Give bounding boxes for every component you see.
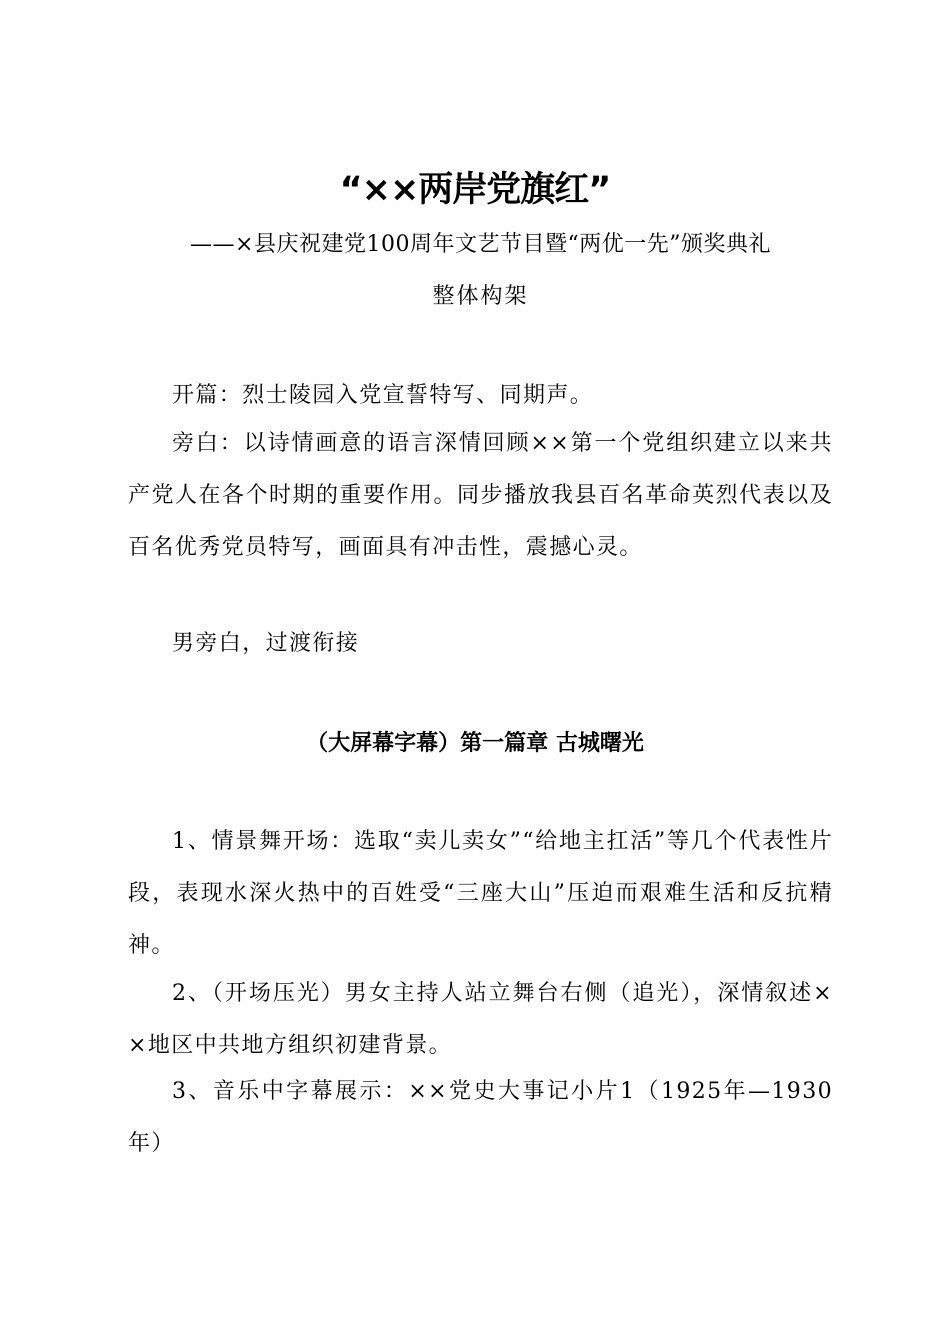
document-subtitle: ——×县庆祝建党100周年文艺节目暨“两优一先”颁奖典礼 — [190, 232, 771, 257]
section-heading: （大屏幕字幕）第一篇章 古城曙光 — [306, 731, 644, 756]
list-item: 3、音乐中字幕展示：××党史大事记小片1（1925年—1930年） — [128, 1079, 833, 1156]
document-subtitle-continued: 整体构架 — [432, 284, 529, 309]
list-item: 2、（开场压光）男女主持人站立舞台右侧（追光），深情叙述××地区中共地方组织初建背景。 — [128, 981, 833, 1058]
paragraph-transition: 男旁白，过渡衔接 — [172, 631, 360, 656]
list-item: 1、情景舞开场：选取“卖儿卖女”“给地主扛活”等几个代表性片段，表现水深火热中的百姓受“三座大山”压迫而艰难生活和反抗精神。 — [128, 829, 833, 958]
paragraph-narration: 旁白：以诗情画意的语言深情回顾××第一个党组织建立以来共产党人在各个时期的重要作用。同步播放我县百名革命英烈代表以及百名优秀党员特写，画面具有冲击性，震撼心灵。 — [128, 431, 833, 560]
document-title: “××两岸党旗红” — [339, 170, 611, 210]
paragraph-opening: 开篇：烈士陵园入党宣誓特写、同期声。 — [172, 383, 594, 408]
